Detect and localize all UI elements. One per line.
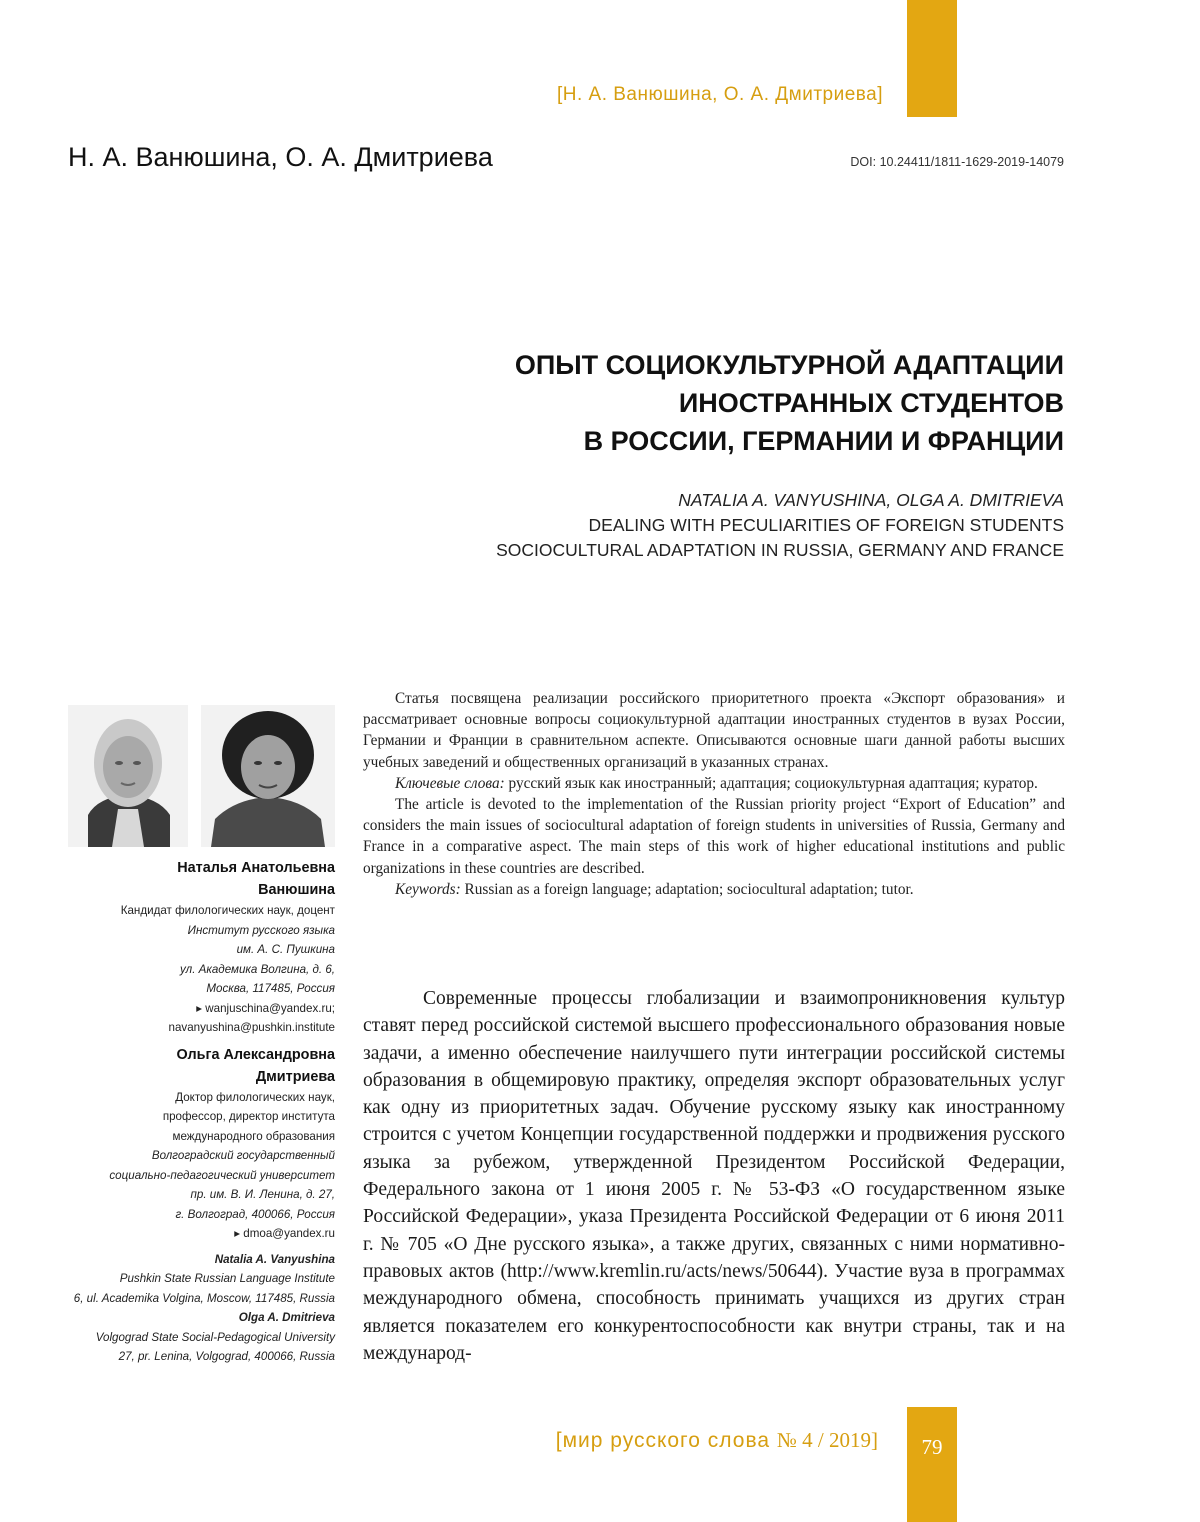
article-title — [364, 346, 1064, 460]
author2-addr-line2: г. Волгоград, 400066, Россия — [175, 1207, 335, 1221]
author1-name-line1: Наталья Анатольевна — [177, 860, 335, 876]
english-authors: NATALIA A. VANYUSHINA, OLGA A. DMITRIEVA — [678, 490, 1064, 510]
accent-bar-bottom — [907, 1407, 957, 1522]
body-paragraph-1: Современные процессы глобализации и взаимопроникновения культур ставят перед российской системой высшего профессионального образования новые задачи, а именно обеспечение наилучшего пути интеграции российской системы образования в общемировую практику, определяя экспорт образовательных услуг как одну из приоритетных задач. Обучение русскому языку как иностранному строится с учетом Концепции государственной поддержки и продвижения русского языка за рубежом, утвержденной Президентом Российской Федерации, Федерального закона от 1 июня 2005 г. № 53-ФЗ «О государственном языке Российской Федерации», указа Президента Российской Федерации от 6 июня 2011 г. № 705 «О Дне русского языка», а также других, связанных с ними нормативно-правовых актов (http://www.kremlin.ru/acts/news/50644). Участие вуза в программах международного обмена, способность принимать учащихся из других стран является показателем его конкурентоспособности как внутри страны, так и на международ- — [363, 988, 1065, 1364]
author2-org-line2: социально-педагогический университет — [109, 1168, 335, 1182]
author-info-sidebar — [68, 857, 335, 1367]
author2-org-line1: Волгоградский государственный — [151, 1149, 335, 1162]
keywords-en — [363, 879, 1065, 900]
author2-degree-line2: профессор, директор института — [162, 1110, 335, 1123]
author1-org-line1: Институт русского языка — [187, 923, 335, 937]
author1-email-line2[interactable]: navanyushina@pushkin.institute — [168, 1021, 335, 1034]
keywords-ru-text: русский язык как иностранный; адаптация; социокультурная адаптация; куратор. — [504, 774, 1038, 792]
author2-name-line1: Ольга Александровна — [176, 1046, 335, 1063]
author1-en-org: Pushkin State Russian Language Institute — [119, 1272, 335, 1285]
keywords-ru-label: Ключевые слова: — [395, 774, 505, 792]
abstract-ru: Статья посвящена реализации российского приоритетного проекта «Экспорт образования» и рассматривает основные вопросы социокультурной адаптации иностранных студентов в вузах России, Германии и Франции в сравнительном аспекте. Описываются основные шаги данной работы высших учебных заведений и общественных организаций в указанных странах. — [363, 690, 1065, 771]
abstract — [363, 688, 1065, 900]
author-photo-vanyushina — [68, 705, 188, 847]
author1-en-name: Natalia A. Vanyushina — [214, 1252, 335, 1266]
author-photo-dmitrieva — [201, 705, 335, 847]
english-title-line-2: SOCIOCULTURAL ADAPTATION IN RUSSIA, GERMANY AND FRANCE — [496, 540, 1064, 560]
author1-addr-line1: ул. Академика Волгина, д. 6, — [180, 962, 335, 976]
keywords-en-text: Russian as a foreign language; adaptation; sociocultural adaptation; tutor. — [460, 880, 914, 898]
author1-addr-line2: Москва, 117485, Россия — [206, 982, 335, 995]
author2-degree-line1: Доктор филологических наук, — [175, 1090, 335, 1104]
title-line-3: В РОССИИ, ГЕРМАНИИ И ФРАНЦИИ — [583, 426, 1064, 456]
authors-header: Н. А. Ванюшина, О. А. Дмитриева — [68, 142, 493, 172]
author1-degree: Кандидат филологических наук, доцент — [120, 904, 335, 917]
author1-name-line2: Ванюшина — [258, 882, 335, 898]
abstract-en: The article is devoted to the implementation of the Russian priority project “Export of Education” and considers the main issues of sociocultural adaptation of foreign students in universities of Russia, Germany and France in a comparative aspect. The main steps of this work of higher educational institutions and public organizations in these countries are described. — [363, 796, 1065, 877]
accent-bar-top — [907, 0, 957, 117]
journal-footer — [556, 1428, 878, 1453]
page-number: 79 — [921, 1435, 943, 1459]
journal-name: [мир русского слова — [555, 1429, 777, 1452]
running-header: [Н. А. Ванюшина, О. А. Дмитриева] — [556, 84, 883, 105]
author1-org-line2: им. А. С. Пушкина — [236, 943, 335, 956]
doi-label: DOI: 10.24411/1811-1629-2019-14079 — [850, 155, 1064, 169]
title-line-2: ИНОСТРАННЫХ СТУДЕНТОВ — [678, 388, 1064, 418]
author2-en-addr: 27, pr. Lenina, Volgograd, 400066, Russia — [118, 1350, 335, 1363]
title-line-1: ОПЫТ СОЦИОКУЛЬТУРНОЙ АДАПТАЦИИ — [514, 350, 1064, 380]
author2-degree-line3: международного образования — [172, 1129, 335, 1143]
author2-name-line2: Дмитриева — [255, 1068, 335, 1085]
english-title-block — [364, 488, 1064, 563]
keywords-ru — [363, 773, 1065, 794]
keywords-en-label: Keywords: — [395, 880, 461, 898]
author2-en-name: Olga A. Dmitrieva — [238, 1311, 335, 1324]
author2-en-org: Volgograd State Social-Pedagogical University — [95, 1330, 335, 1344]
author1-en-addr: 6, ul. Academika Volgina, Moscow, 117485, Russia — [73, 1291, 335, 1305]
body-text — [363, 985, 1065, 1367]
author2-addr-line1: пр. им. В. И. Ленина, д. 27, — [190, 1188, 335, 1201]
author1-email-line1[interactable]: ▸ wanjuschina@yandex.ru; — [196, 1001, 335, 1015]
journal-issue: № 4 / 2019] — [776, 1428, 878, 1452]
author2-email[interactable]: ▸ dmoa@yandex.ru — [234, 1227, 335, 1240]
english-title-line-1: DEALING WITH PECULIARITIES OF FOREIGN STUDENTS — [588, 515, 1064, 535]
